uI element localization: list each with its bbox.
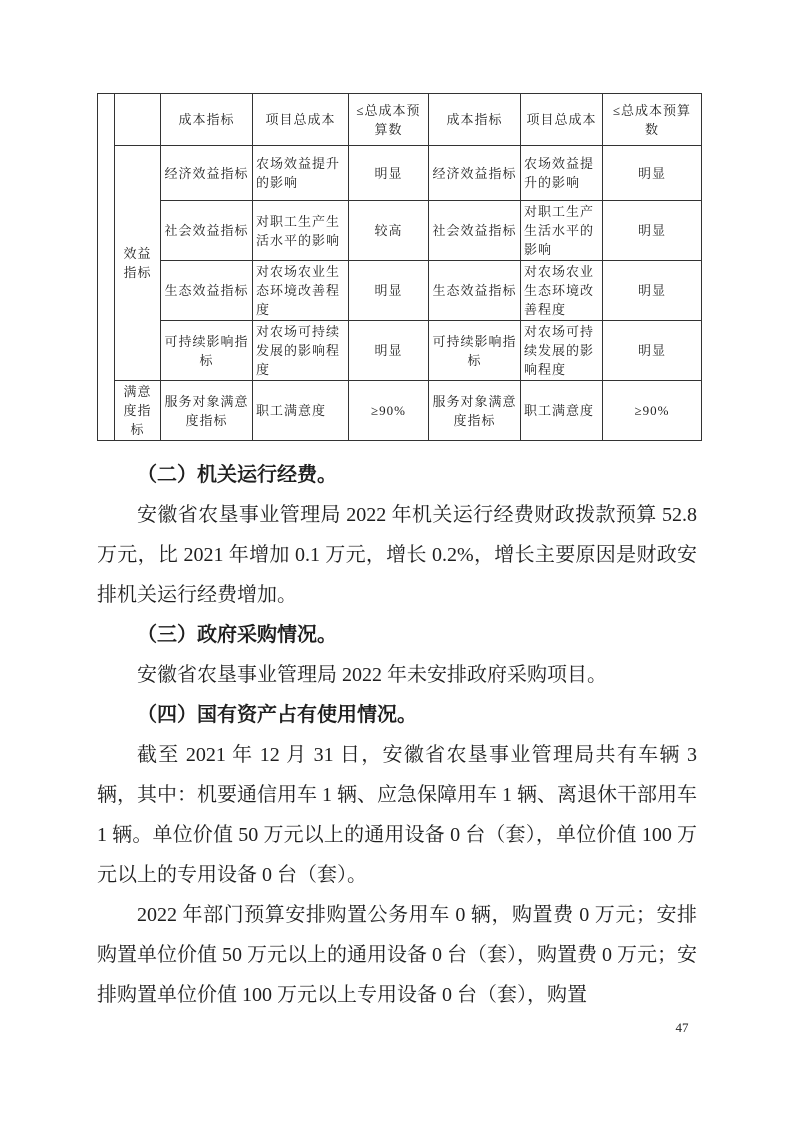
table-header-le-budget-2: ≤总成本预算数 bbox=[603, 94, 702, 146]
table-cell: 社会效益指标 bbox=[161, 201, 253, 261]
paragraph: 安徽省农垦事业管理局 2022 年未安排政府采购项目。 bbox=[137, 664, 607, 686]
table-cell: 明显 bbox=[349, 261, 429, 321]
table-cell: 服务对象满意度指标 bbox=[429, 381, 521, 441]
table-cell: 可持续影响指标 bbox=[429, 321, 521, 381]
paragraph: 截至 2021 年 12 月 31 日，安徽省农垦事业管理局共有车辆 3 辆，其中：机要通信用车 1 辆、应急保障用车 1 辆、离退休干部用车 1 辆。单位价值 50 万元以上的通用设备 0 台（套），单位价值 100 万元以上的专用设备 0 台（套）。 bbox=[97, 744, 697, 886]
table-cell: ≥90% bbox=[349, 381, 429, 441]
document-body bbox=[97, 455, 697, 1015]
table-group-header-cell bbox=[115, 94, 161, 146]
table-cell: 对农场可持续发展的影响程度 bbox=[253, 321, 349, 381]
page-number: 47 bbox=[675, 1020, 689, 1035]
performance-indicator-table bbox=[97, 93, 702, 441]
table-cell: 明显 bbox=[349, 321, 429, 381]
table-cell: 对农场可持续发展的影响程度 bbox=[521, 321, 603, 381]
table-cell: ≥90% bbox=[603, 381, 702, 441]
table-cell: 可持续影响指标 bbox=[161, 321, 253, 381]
row-group-benefit: 效益指标 bbox=[115, 146, 161, 381]
table-row bbox=[98, 146, 702, 201]
row-group-satisfaction: 满意度指标 bbox=[115, 381, 161, 441]
table-row bbox=[98, 321, 702, 381]
paragraph: 2022 年部门预算安排购置公务用车 0 辆，购置费 0 万元；安排购置单位价值 50 万元以上的通用设备 0 台（套），购置费 0 万元；安排购置单位价值 100 万元以上专用设备 0 台（套），购置 bbox=[97, 904, 697, 1006]
table-cell: 生态效益指标 bbox=[429, 261, 521, 321]
table-cell: 服务对象满意度指标 bbox=[161, 381, 253, 441]
table-header-cost-indicator-1: 成本指标 bbox=[161, 94, 253, 146]
table-header-cost-indicator-2: 成本指标 bbox=[429, 94, 521, 146]
table-cell: 明显 bbox=[603, 201, 702, 261]
table-cell: 经济效益指标 bbox=[161, 146, 253, 201]
paragraph: 安徽省农垦事业管理局 2022 年机关运行经费财政拨款预算 52.8 万元，比 2021 年增加 0.1 万元，增长 0.2%，增长主要原因是财政安排机关运行经费增加。 bbox=[97, 504, 697, 606]
table-cell: 对职工生产生活水平的影响 bbox=[521, 201, 603, 261]
table-row bbox=[98, 201, 702, 261]
table-cell: 职工满意度 bbox=[253, 381, 349, 441]
table-header-project-total-cost-1: 项目总成本 bbox=[253, 94, 349, 146]
table-row bbox=[98, 261, 702, 321]
table-cell: 生态效益指标 bbox=[161, 261, 253, 321]
table-cell: 明显 bbox=[349, 146, 429, 201]
table-cell: 农场效益提升的影响 bbox=[253, 146, 349, 201]
table-left-spacer-cell bbox=[98, 94, 115, 441]
table-cell: 明显 bbox=[603, 146, 702, 201]
table-cell: 社会效益指标 bbox=[429, 201, 521, 261]
performance-indicator-table-wrap bbox=[97, 93, 702, 441]
table-cell: 对农场农业生态环境改善程度 bbox=[253, 261, 349, 321]
table-cell: 较高 bbox=[349, 201, 429, 261]
table-row bbox=[98, 381, 702, 441]
table-cell: 职工满意度 bbox=[521, 381, 603, 441]
table-header-project-total-cost-2: 项目总成本 bbox=[521, 94, 603, 146]
table-cell: 经济效益指标 bbox=[429, 146, 521, 201]
table-cell: 对职工生产生活水平的影响 bbox=[253, 201, 349, 261]
section-heading-government-procurement: （三）政府采购情况。 bbox=[137, 624, 337, 646]
table-cell: 农场效益提升的影响 bbox=[521, 146, 603, 201]
table-cell: 明显 bbox=[603, 321, 702, 381]
table-cell: 对农场农业生态环境改善程度 bbox=[521, 261, 603, 321]
section-heading-org-operating-funds: （二）机关运行经费。 bbox=[137, 464, 337, 486]
section-heading-state-owned-assets: （四）国有资产占有使用情况。 bbox=[137, 704, 417, 726]
table-header-le-budget-1: ≤总成本预算数 bbox=[349, 94, 429, 146]
table-cell: 明显 bbox=[603, 261, 702, 321]
